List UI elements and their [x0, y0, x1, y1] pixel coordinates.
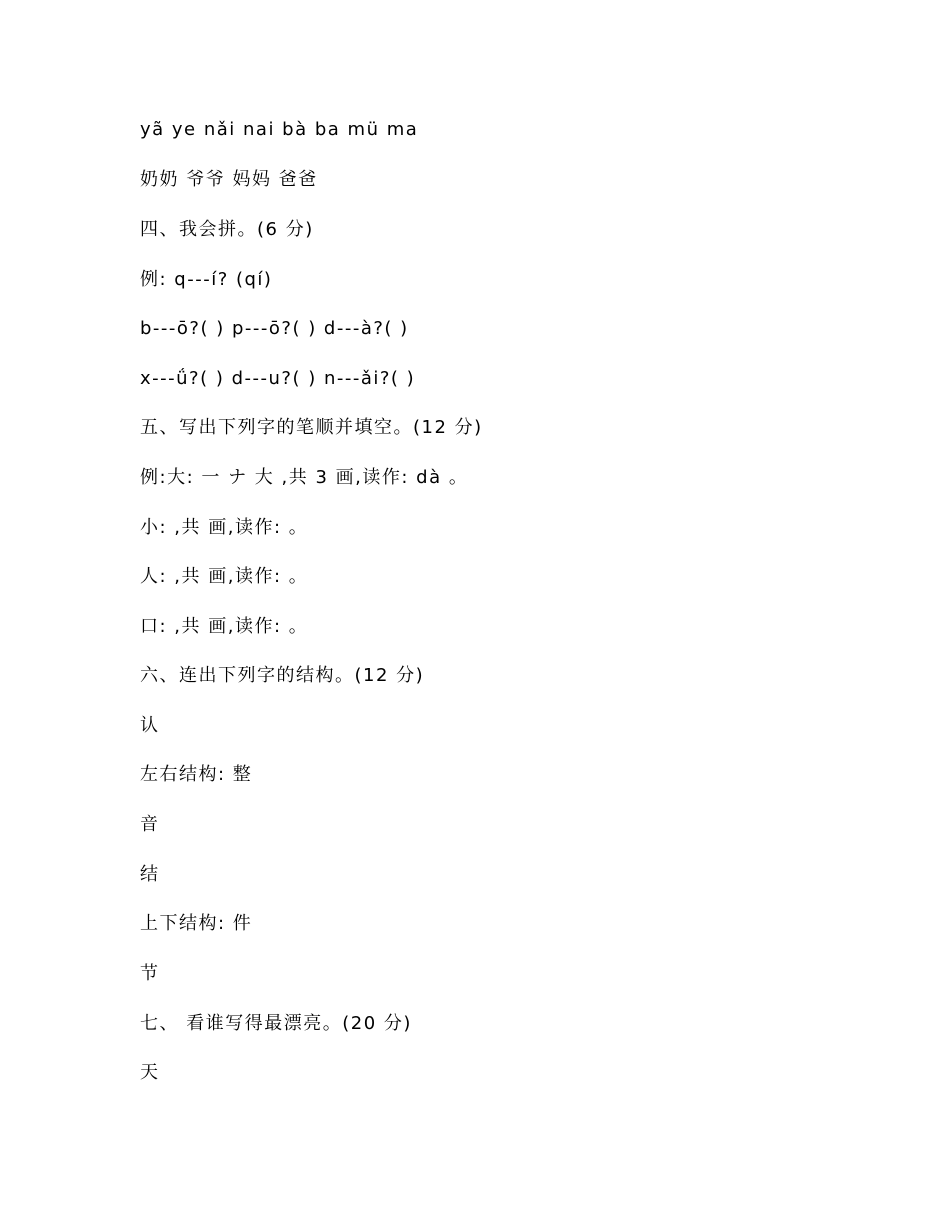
section-4-row-2: x---ǘ?( ) d---u?( ) n---ǎi?( ): [140, 368, 416, 389]
section-7-char-tian: 天: [140, 1062, 160, 1083]
section-5-item-kou: 口: ,共 画,读作: 。: [140, 616, 309, 637]
section-5-heading: 五、写出下列字的笔顺并填空。(12 分): [140, 417, 483, 438]
section-6-char-ren: 认: [140, 715, 160, 736]
section-6-top-bottom: 上下结构: 件: [140, 913, 253, 934]
section-6-left-right: 左右结构: 整: [140, 764, 253, 785]
section-6-heading: 六、连出下列字的结构。(12 分): [140, 665, 425, 686]
section-7-heading: 七、 看谁写得最漂亮。(20 分): [140, 1013, 412, 1034]
section-6-char-yin: 音: [140, 814, 160, 835]
section-4-example: 例: q---í? (qí): [140, 269, 273, 290]
section-5-item-ren: 人: ,共 画,读作: 。: [140, 566, 309, 587]
pinyin-line: yã ye nǎi nai bà ba mü ma: [140, 119, 419, 140]
section-5-example: 例:大: 一 ナ 大 ,共 3 画,读作: dà 。: [140, 467, 469, 488]
section-6-char-jie: 结: [140, 864, 160, 885]
section-6-char-jie2: 节: [140, 963, 160, 984]
family-words-line: 奶奶 爷爷 妈妈 爸爸: [140, 169, 318, 190]
section-4-row-1: b---ō?( ) p---ō?( ) d---à?( ): [140, 318, 409, 339]
section-5-item-xiao: 小: ,共 画,读作: 。: [140, 517, 309, 538]
section-4-heading: 四、我会拼。(6 分): [140, 219, 314, 240]
